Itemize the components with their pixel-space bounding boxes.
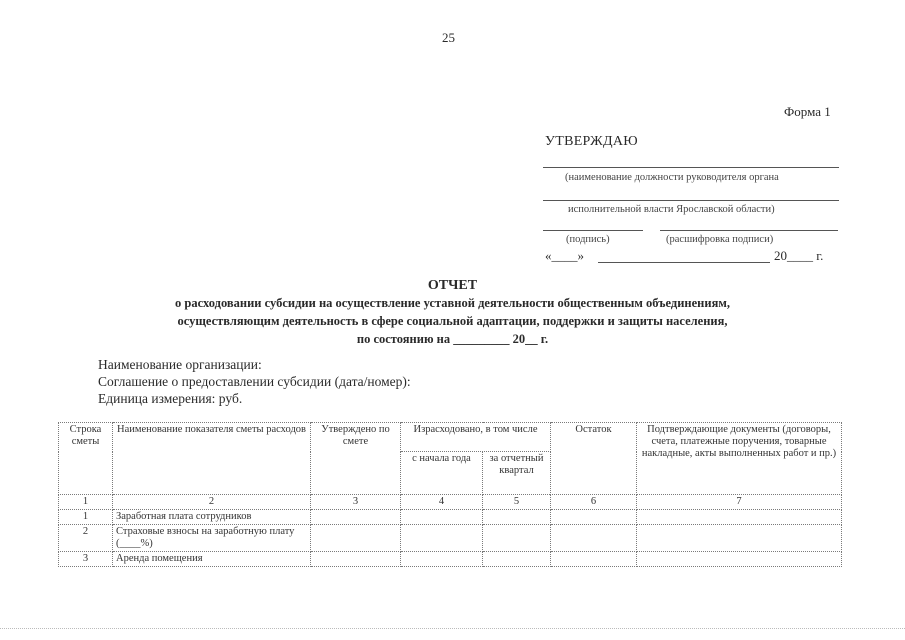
authority-line bbox=[543, 200, 839, 201]
report-subtitle-line1: о расходовании субсидии на осуществление уставной деятельности общественным объединениям, bbox=[175, 296, 730, 310]
date-month-line bbox=[598, 262, 770, 263]
form-label: Форма 1 bbox=[784, 104, 831, 119]
header-spent: Израсходовано, в том числе bbox=[401, 423, 551, 452]
column-number-row bbox=[59, 495, 842, 510]
organization-name-label: Наименование организации: bbox=[98, 357, 262, 372]
header-row-number: Строка сметы bbox=[59, 423, 113, 495]
decoding-caption: (расшифровка подписи) bbox=[666, 234, 774, 245]
header-quarter: за отчетный квартал bbox=[483, 452, 551, 495]
header-since-start: с начала года bbox=[401, 452, 483, 495]
position-caption: (наименование должности руководителя органа bbox=[565, 172, 779, 183]
unit-label: Единица измерения: руб. bbox=[98, 391, 243, 406]
cell-remainder bbox=[551, 525, 637, 552]
report-subtitle-line3: по состоянию на _________ 20__ г. bbox=[356, 332, 549, 346]
cell-approved bbox=[311, 525, 401, 552]
decoding-line bbox=[660, 230, 838, 231]
signature-line bbox=[543, 230, 643, 231]
report-title: ОТЧЕТ bbox=[427, 278, 478, 293]
table-row bbox=[59, 510, 842, 525]
row-name: Страховые взносы на заработную плату (____%) bbox=[113, 525, 311, 552]
row-name: Заработная плата сотрудников bbox=[113, 510, 311, 525]
column-number: 3 bbox=[311, 495, 401, 510]
table-row bbox=[59, 525, 842, 552]
row-number: 3 bbox=[59, 552, 113, 567]
cell-approved bbox=[311, 510, 401, 525]
cell-quarter bbox=[483, 510, 551, 525]
cell-since-start bbox=[401, 525, 483, 552]
column-number: 5 bbox=[483, 495, 551, 510]
row-name: Аренда помещения bbox=[113, 552, 311, 567]
header-documents: Подтверждающие документы (договоры, счета, платежные поручения, товарные накладные, акты выполненных работ и пр.) bbox=[637, 423, 842, 495]
header-approved: Утверждено по смете bbox=[311, 423, 401, 495]
column-number: 1 bbox=[59, 495, 113, 510]
column-number: 7 bbox=[637, 495, 842, 510]
header-indicator: Наименование показателя сметы расходов bbox=[113, 423, 311, 495]
report-subtitle-line2: осуществляющим деятельность в сфере социальной адаптации, поддержки и защиты населения, bbox=[177, 314, 728, 328]
cell-documents bbox=[637, 510, 842, 525]
position-line bbox=[543, 167, 839, 168]
table-row bbox=[59, 552, 842, 567]
report-table bbox=[58, 422, 842, 567]
approval-title: УТВЕРЖДАЮ bbox=[545, 134, 638, 149]
cell-remainder bbox=[551, 552, 637, 567]
table-header-row bbox=[59, 423, 842, 452]
cell-quarter bbox=[483, 552, 551, 567]
date-year: 20____ г. bbox=[774, 248, 824, 263]
page-number: 25 bbox=[442, 30, 455, 45]
column-number: 6 bbox=[551, 495, 637, 510]
row-number: 2 bbox=[59, 525, 113, 552]
column-number: 2 bbox=[113, 495, 311, 510]
cell-since-start bbox=[401, 552, 483, 567]
signature-caption: (подпись) bbox=[566, 234, 610, 245]
cell-since-start bbox=[401, 510, 483, 525]
authority-caption: исполнительной власти Ярославской области) bbox=[568, 204, 775, 215]
header-remainder: Остаток bbox=[551, 423, 637, 495]
date-day: «____» bbox=[545, 248, 584, 263]
cell-quarter bbox=[483, 525, 551, 552]
column-number: 4 bbox=[401, 495, 483, 510]
cell-remainder bbox=[551, 510, 637, 525]
agreement-label: Соглашение о предоставлении субсидии (дата/номер): bbox=[98, 374, 411, 389]
cell-documents bbox=[637, 552, 842, 567]
cell-approved bbox=[311, 552, 401, 567]
row-number: 1 bbox=[59, 510, 113, 525]
cell-documents bbox=[637, 525, 842, 552]
page-bottom-edge bbox=[0, 628, 905, 629]
